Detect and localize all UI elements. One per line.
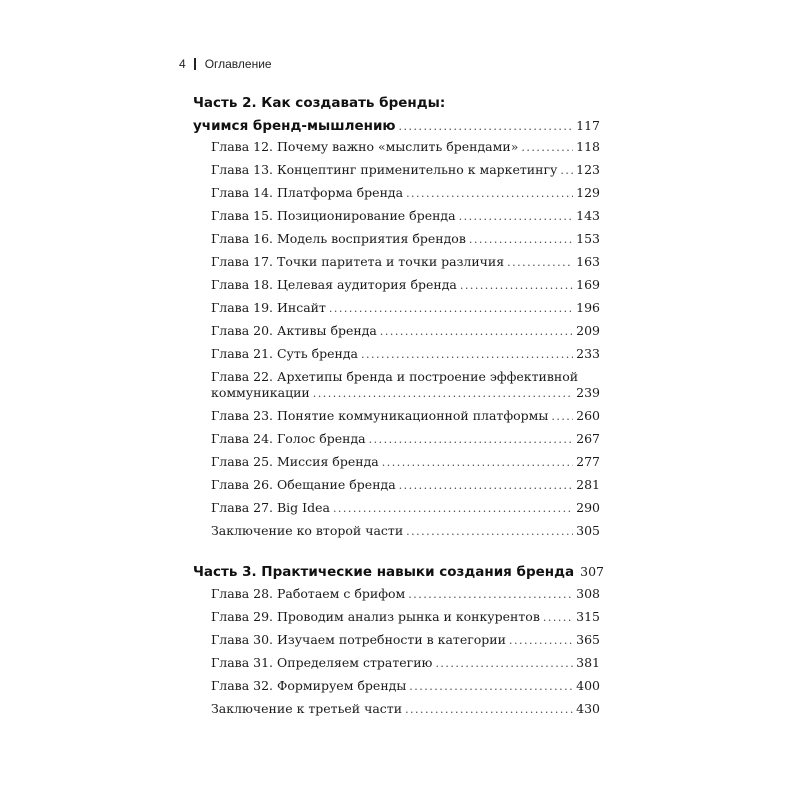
page-ref: 400	[576, 678, 600, 693]
page-ref: 163	[576, 254, 600, 269]
running-header	[179, 57, 272, 71]
page-ref: 315	[576, 609, 600, 624]
toc-entry-title: Глава 16. Модель восприятия брендов	[211, 231, 466, 246]
dot-leader	[509, 634, 573, 647]
page-ref: 209	[576, 323, 600, 338]
page-ref: 196	[576, 300, 600, 315]
toc-entry[interactable]	[211, 678, 600, 693]
toc-entry-title-continuation: коммуникации	[211, 385, 310, 400]
toc-entry[interactable]	[211, 185, 600, 200]
dot-leader	[333, 502, 573, 515]
page-ref: 118	[576, 139, 600, 154]
toc-entry[interactable]	[211, 586, 600, 601]
dot-leader	[507, 256, 573, 269]
toc-entry[interactable]	[211, 431, 600, 446]
toc-entry[interactable]	[211, 523, 600, 538]
dot-leader	[460, 279, 573, 292]
page-ref: 233	[576, 346, 600, 361]
page-ref: 305	[576, 523, 600, 538]
toc-part3-entry[interactable]	[193, 564, 604, 580]
page-ref: 277	[576, 454, 600, 469]
dot-leader	[469, 233, 573, 246]
toc-entry[interactable]	[211, 323, 600, 338]
dot-leader	[408, 588, 573, 601]
dot-leader	[329, 302, 573, 315]
page-ref: 117	[576, 118, 600, 133]
toc-entry[interactable]	[211, 408, 600, 423]
page-ref: 123	[576, 162, 600, 177]
toc-entry[interactable]	[211, 277, 600, 292]
page-number: 4	[179, 57, 186, 71]
page-ref: 267	[576, 431, 600, 446]
dot-leader	[380, 325, 573, 338]
dot-leader	[405, 703, 573, 716]
page-ref: 365	[576, 632, 600, 647]
toc-entry-title: Заключение ко второй части	[211, 523, 404, 538]
toc-entry-title: Глава 31. Определяем стратегию	[211, 655, 433, 670]
toc-entry[interactable]	[211, 655, 600, 670]
page-ref: 239	[576, 385, 600, 400]
page-ref: 281	[576, 477, 600, 492]
dot-leader	[459, 210, 574, 223]
toc-entry-title: Глава 27. Big Idea	[211, 500, 330, 515]
toc-entry-title: Глава 19. Инсайт	[211, 300, 326, 315]
toc-entry-title: Глава 13. Концептинг применительно к маркетингу	[211, 162, 558, 177]
page-ref: 308	[576, 586, 600, 601]
toc-entry[interactable]	[211, 254, 600, 269]
toc-entry-title: Глава 29. Проводим анализ рынка и конкурентов	[211, 609, 540, 624]
toc-entry-title: Глава 20. Активы бренда	[211, 323, 377, 338]
toc-entry-title: Глава 18. Целевая аудитория бренда	[211, 277, 457, 292]
dot-leader	[409, 680, 573, 693]
toc-entry[interactable]	[211, 385, 600, 400]
dot-leader	[521, 141, 573, 154]
toc-entry[interactable]	[211, 701, 600, 716]
toc-entry-title: Глава 28. Работаем с брифом	[211, 586, 406, 601]
dot-leader	[399, 120, 574, 133]
page-ref: 260	[576, 408, 600, 423]
toc-entry[interactable]	[211, 162, 600, 177]
dot-leader	[406, 187, 573, 200]
part3-title: Часть 3. Практические навыки создания бренда	[193, 564, 575, 580]
dot-leader	[406, 525, 573, 538]
toc-entry-title: Глава 15. Позиционирование бренда	[211, 208, 456, 223]
dot-leader	[560, 164, 573, 177]
toc-entry[interactable]	[211, 632, 600, 647]
toc-part2-entry[interactable]	[193, 118, 600, 134]
toc-entry[interactable]	[211, 208, 600, 223]
toc-entry-title: Глава 25. Миссия бренда	[211, 454, 379, 469]
toc-entry-title: Глава 14. Платформа бренда	[211, 185, 404, 200]
dot-leader	[543, 611, 573, 624]
dot-leader	[551, 410, 573, 423]
header-section-title: Оглавление	[204, 57, 272, 71]
dot-leader	[399, 479, 573, 492]
part2-title-line2: учимся бренд-мышлению	[193, 118, 396, 134]
toc-entry[interactable]	[211, 300, 600, 315]
page-ref: 290	[576, 500, 600, 515]
page-ref: 153	[576, 231, 600, 246]
dot-leader	[435, 657, 573, 670]
dot-leader	[382, 456, 573, 469]
part2-title-line1: Часть 2. Как создавать бренды:	[193, 95, 446, 111]
dot-leader	[361, 348, 573, 361]
toc-entry[interactable]	[211, 609, 600, 624]
toc-entry[interactable]	[211, 231, 600, 246]
toc-entry-title: Глава 26. Обещание бренда	[211, 477, 396, 492]
toc-entry[interactable]	[211, 477, 600, 492]
toc-entry-title: Глава 12. Почему важно «мыслить брендами»	[211, 139, 519, 154]
page-ref: 169	[576, 277, 600, 292]
dot-leader	[313, 387, 573, 400]
dot-leader	[369, 433, 574, 446]
toc-entry[interactable]	[211, 346, 600, 361]
toc-entry-title: Глава 24. Голос бренда	[211, 431, 366, 446]
toc-entry-title: Глава 32. Формируем бренды	[211, 678, 407, 693]
page-ref: 430	[576, 701, 600, 716]
page-ref: 143	[576, 208, 600, 223]
toc-entry-title-first-line[interactable]: Глава 22. Архетипы бренда и построение эффективной	[211, 369, 579, 384]
toc-entry-title: Глава 30. Изучаем потребности в категории	[211, 632, 506, 647]
page-ref: 381	[576, 655, 600, 670]
toc-entry-title: Глава 21. Суть бренда	[211, 346, 359, 361]
toc-entry-title: Глава 23. Понятие коммуникационной платформы	[211, 408, 549, 423]
toc-entry[interactable]	[211, 500, 600, 515]
page-ref: 307	[580, 564, 604, 579]
toc-entry-title: Заключение к третьей части	[211, 701, 403, 716]
toc-entry[interactable]	[211, 454, 600, 469]
toc-entry-title: Глава 17. Точки паритета и точки различия	[211, 254, 505, 269]
header-divider	[194, 58, 196, 70]
toc-entry[interactable]	[211, 139, 600, 154]
page-ref: 129	[576, 185, 600, 200]
